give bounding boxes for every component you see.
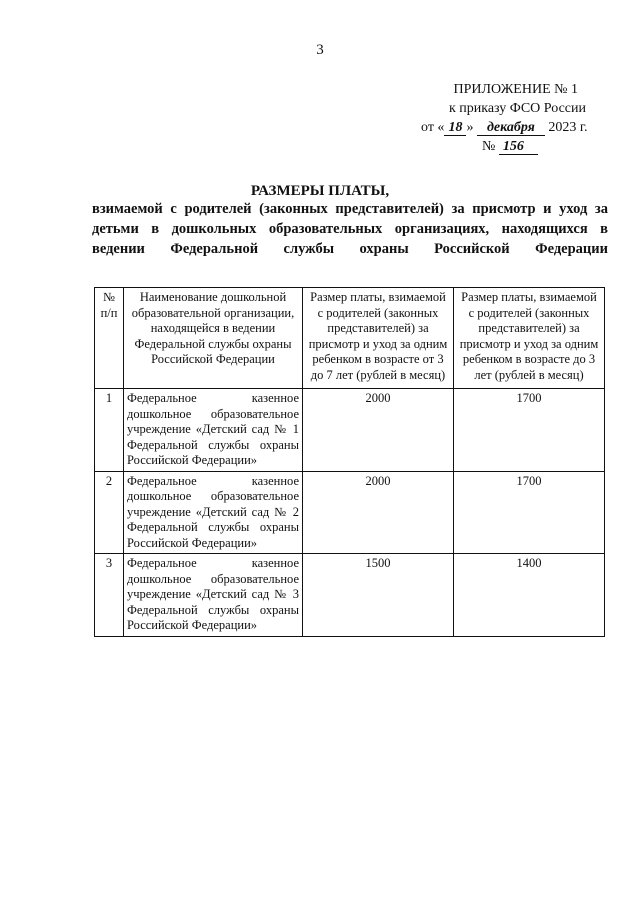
date-month: декабря [477,120,545,136]
document-title: РАЗМЕРЫ ПЛАТЫ, [250,183,390,199]
appendix-date [400,118,600,137]
date-mid: » [466,120,474,135]
table-row [95,471,605,554]
date-day: 18 [444,120,466,136]
header-number: № п/п [95,288,124,389]
row-organization: Федеральное казенное дошкольное образовательное учреждение «Детский сад № 1 Федеральной службы охраны Российской Федерации» [124,389,303,472]
table-row [95,389,605,472]
appendix-block [400,80,600,156]
appendix-order: к приказу ФСО России [448,101,586,116]
row-number: 2 [95,471,124,554]
header-fee-under-3: Размер платы, взимаемой с родителей (законных представителей) за присмотр и уход за одним ребенком в возрасте до 3 лет (рублей в месяц) [454,288,605,389]
date-year: 2023 г. [548,120,588,135]
fees-table [94,287,605,637]
row-fee-under-3: 1400 [454,554,605,637]
appendix-number [400,137,600,156]
number-prefix: № [482,139,496,154]
row-number: 1 [95,389,124,472]
row-organization: Федеральное казенное дошкольное образовательное учреждение «Детский сад № 3 Федеральной службы охраны Российской Федерации» [124,554,303,637]
row-fee-under-3: 1700 [454,471,605,554]
date-prefix: от « [421,120,445,135]
table-row [95,554,605,637]
header-fee-3-7: Размер платы, взимаемой с родителей (законных представителей) за присмотр и уход за одним ребенком в возрасте от 3 до 7 лет (рублей в месяц) [303,288,454,389]
appendix-title: ПРИЛОЖЕНИЕ № 1 [453,82,578,97]
row-fee-3-7: 1500 [303,554,454,637]
page-number: 3 [316,42,324,58]
row-fee-3-7: 2000 [303,471,454,554]
row-number: 3 [95,554,124,637]
table-header-row [95,288,605,389]
row-fee-3-7: 2000 [303,389,454,472]
document-subtitle: взимаемой с родителей (законных представителей) за присмотр и уход за детьми в дошкольных образовательных организациях, находящихся в ведении Федеральной службы охраны Российской Федерации [92,201,608,257]
row-organization: Федеральное казенное дошкольное образовательное учреждение «Детский сад № 2 Федеральной службы охраны Российской Федерации» [124,471,303,554]
header-organization: Наименование дошкольной образовательной организации, находящейся в ведении Федеральной службы охраны Российской Федерации [124,288,303,389]
row-fee-under-3: 1700 [454,389,605,472]
order-number: 156 [499,139,538,155]
